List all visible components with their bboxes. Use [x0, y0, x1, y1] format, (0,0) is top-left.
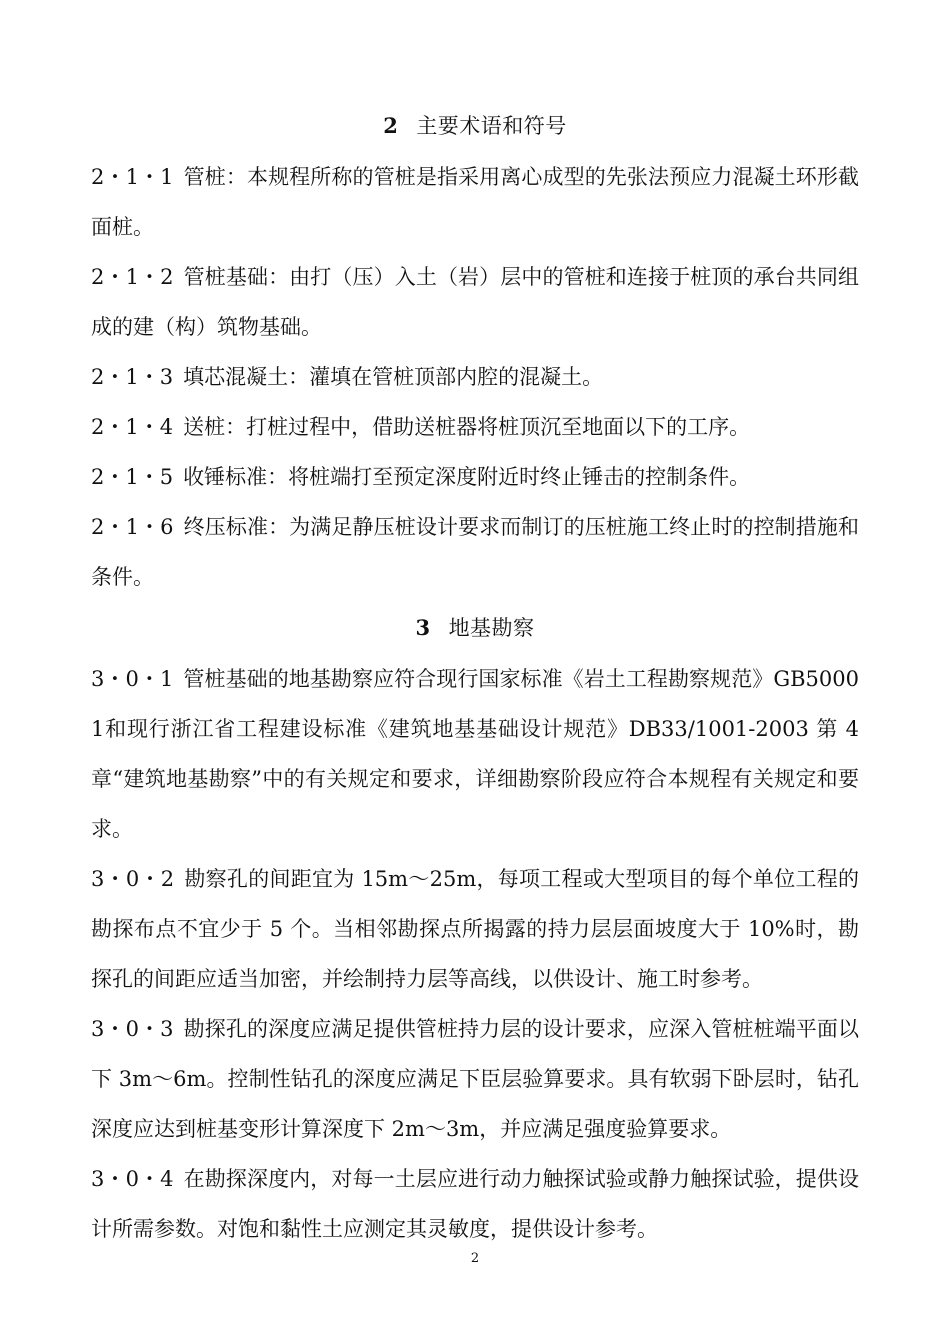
- clause-paragraph: [91, 352, 859, 402]
- section-number: 2: [383, 113, 399, 138]
- clause-paragraph: [91, 854, 859, 1004]
- clause-text: 送桩：打桩过程中，借助送桩器将桩顶沉至地面以下的工序。: [183, 415, 751, 439]
- clause-text: 勘察孔的间距宜为 15m～25m，每项工程或大型项目的每个单位工程的勘探布点不宜少于 5 个。当相邻勘探点所揭露的持力层层面坡度大于 10%时，勘探孔的间距应适当加密，并绘制持力层等高线，以供设计、施工时参考。: [91, 867, 859, 991]
- clause-number: 2・1・2: [91, 265, 174, 289]
- clause-text: 管桩：本规程所称的管桩是指采用离心成型的先张法预应力混凝土环形截面桩。: [91, 165, 860, 239]
- clause-paragraph: [91, 402, 859, 452]
- clause-text: 勘探孔的深度应满足提供管桩持力层的设计要求，应深入管桩桩端平面以下 3m～6m。控制性钻孔的深度应满足下臣层验算要求。具有软弱下卧层时，钻孔深度应达到桩基变形计算深度下 2m～3m，并应满足强度验算要求。: [91, 1017, 860, 1141]
- clause-text: 管桩基础的地基勘察应符合现行国家标准《岩土工程勘察规范》GB50001和现行浙江省工程建设标准《建筑地基基础设计规范》DB33/1001-2003 第 4 章“建筑地基勘察”中的有关规定和要求，详细勘察阶段应符合本规程有关规定和要求。: [91, 667, 859, 841]
- section-number: 3: [415, 615, 431, 640]
- clause-paragraph: [91, 452, 859, 502]
- section-title: 主要术语和符号: [416, 114, 567, 138]
- page-number: 2: [470, 1251, 480, 1266]
- section-title: 地基勘察: [448, 616, 535, 640]
- clause-number: 2・1・5: [91, 465, 174, 489]
- section-heading-2: [91, 100, 859, 152]
- clause-number: 2・1・1: [91, 165, 174, 189]
- clause-paragraph: [91, 502, 859, 602]
- clause-number: 3・0・1: [91, 667, 174, 691]
- clause-paragraph: [91, 1004, 859, 1154]
- clause-paragraph: [91, 252, 859, 352]
- clause-number: 3・0・4: [91, 1167, 174, 1191]
- clause-paragraph: [91, 1154, 859, 1254]
- clause-number: 3・0・2: [91, 867, 175, 891]
- clause-number: 2・1・6: [91, 515, 174, 539]
- clause-number: 3・0・3: [91, 1017, 174, 1041]
- clause-text: 终压标准：为满足静压桩设计要求而制订的压桩施工终止时的控制措施和条件。: [91, 515, 860, 589]
- clause-paragraph: [91, 152, 859, 252]
- clause-paragraph: [91, 654, 859, 854]
- clause-number: 2・1・3: [91, 365, 174, 389]
- section-heading-3: [91, 602, 859, 654]
- page-content: [91, 100, 859, 1254]
- clause-text: 在勘探深度内，对每一土层应进行动力触探试验或静力触探试验，提供设计所需参数。对饱和黏性土应测定其灵敏度，提供设计参考。: [91, 1167, 860, 1241]
- clause-text: 收锤标准：将桩端打至预定深度附近时终止锤击的控制条件。: [183, 465, 751, 489]
- clause-text: 填芯混凝土：灌填在管桩顶部内腔的混凝土。: [183, 365, 604, 389]
- clause-text: 管桩基础：由打（压）入土（岩）层中的管桩和连接于桩顶的承台共同组成的建（构）筑物基础。: [91, 265, 860, 339]
- clause-number: 2・1・4: [91, 415, 174, 439]
